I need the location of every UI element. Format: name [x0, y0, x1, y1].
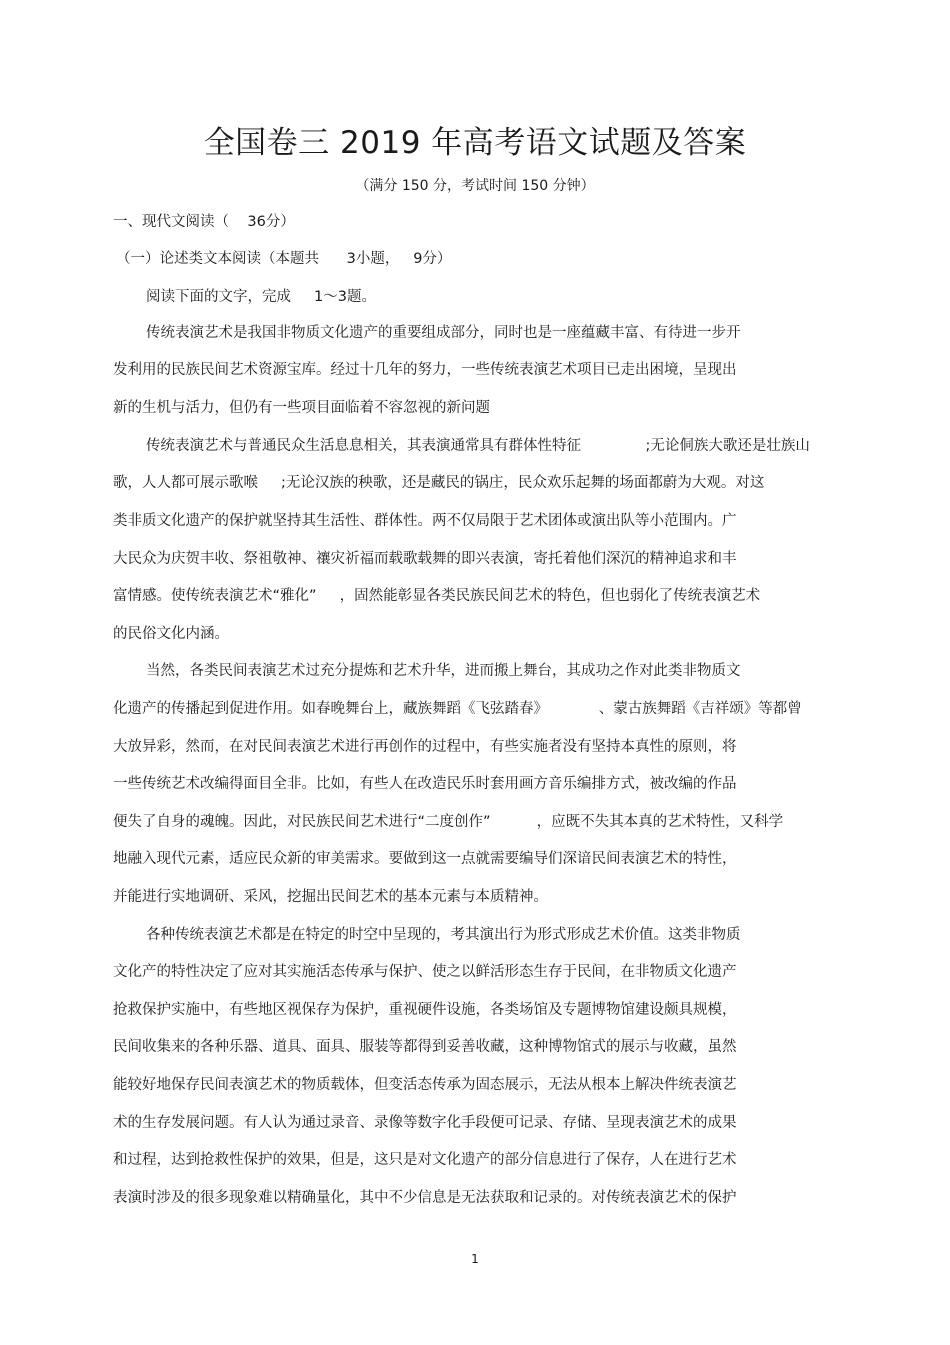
- body-line: 便失了自身的魂魄。因此，对民族民间艺术进行“二度创作” ，应既不失其本真的艺术特性，又科学: [113, 814, 784, 830]
- subsection-heading: （一）论述类文本阅读（本题共 3小题， 9分）: [116, 251, 452, 267]
- body-line: 新的生机与活力，但仍有一些项目面临着不容忽视的新问题: [113, 400, 490, 416]
- instruction-text: 阅读下面的文字，完成 1～3题。: [146, 289, 376, 305]
- body-line: 表演时涉及的很多现象难以精确量化，其中不少信息是无法获取和记录的。对传统表演艺术的保护: [113, 1190, 737, 1206]
- body-line: 各种传统表演艺术都是在特定的时空中呈现的，考其演出行为形式形成艺术价值。这类非物质: [146, 927, 741, 943]
- page-title: 全国卷三 2019 年高考语文试题及答案: [203, 125, 747, 161]
- exam-info: （满分 150 分，考试时间 150 分钟）: [355, 178, 595, 194]
- body-line: 传统表演艺术是我国非物质文化遗产的重要组成部分，同时也是一座蕴藏丰富、有待进一步开: [146, 325, 741, 341]
- body-line: 地融入现代元素，适应民众新的审美需求。要做到这一点就需要编导们深谙民间表演艺术的特性，: [113, 851, 737, 867]
- body-line: 并能进行实地调研、采风，挖掘出民间艺术的基本元素与本质精神。: [113, 889, 548, 905]
- body-line: 抢救保护实施中，有些地区视保存为保护，重视硬件设施，各类场馆及专题博物馆建设颇具规模，: [113, 1002, 737, 1018]
- body-line: 民间收集来的各种乐器、道具、面具、服装等都得到妥善收藏，这种博物馆式的展示与收藏，虽然: [113, 1039, 737, 1055]
- body-line: 大民众为庆贺丰收、祭祖敬神、禳灾祈福而载歌载舞的即兴表演，寄托着他们深沉的精神追求和丰: [113, 551, 737, 567]
- body-line: 化遗产的传播起到促进作用。如春晚舞台上，藏族舞蹈《飞弦踏春》 、蒙古族舞蹈《吉祥颂》等都曾: [113, 701, 802, 717]
- body-line: 大放异彩，然而，在对民间表演艺术进行再创作的过程中，有些实施者没有坚持本真性的原则，将: [113, 739, 737, 755]
- body-line: 发利用的民族民间艺术资源宝库。经过十几年的努力，一些传统表演艺术项目已走出困境，呈现出: [113, 362, 737, 378]
- body-line: 当然，各类民间表演艺术过充分提炼和艺术升华，进而搬上舞台，其成功之作对此类非物质文: [146, 663, 741, 679]
- body-line: 传统表演艺术与普通民众生活息息相关，其表演通常具有群体性特征 ;无论侗族大歌还是壮族山: [146, 438, 810, 454]
- body-line: 文化产的特性决定了应对其实施活态传承与保护、使之以鲜活形态生存于民间，在非物质文化遗产: [113, 964, 737, 980]
- section-heading: 一、现代文阅读（ 36分）: [113, 214, 295, 230]
- body-line: 的民俗文化内涵。: [113, 626, 229, 642]
- body-line: 能较好地保存民间表演艺术的物质载体，但变活态传承为固态展示，无法从根本上解决件统表演艺: [113, 1077, 737, 1093]
- body-line: 歌，人人都可展示歌喉 ;无论汉族的秧歌，还是藏民的锅庄，民众欢乐起舞的场面都蔚为大观。对这: [113, 475, 765, 491]
- body-line: 类非质文化遗产的保护就坚持其生活性、群体性。两不仅局限于艺术团体或演出队等小范围内。广: [113, 513, 737, 529]
- body-line: 一些传统艺术改编得面目全非。比如，有些人在改造民乐时套用画方音乐编排方式，被改编的作品: [113, 776, 737, 792]
- body-line: 和过程，达到抢救性保护的效果，但是，这只是对文化遗产的部分信息进行了保存，人在进行艺术: [113, 1152, 737, 1168]
- page-number: 1: [471, 1252, 479, 1266]
- body-line: 术的生存发展问题。有人认为通过录音、录像等数字化手段便可记录、存储、呈现表演艺术的成果: [113, 1115, 737, 1131]
- body-line: 富情感。使传统表演艺术“雅化” ，固然能彰显各类民族民间艺术的特色，但也弱化了传统表演艺术: [113, 588, 761, 604]
